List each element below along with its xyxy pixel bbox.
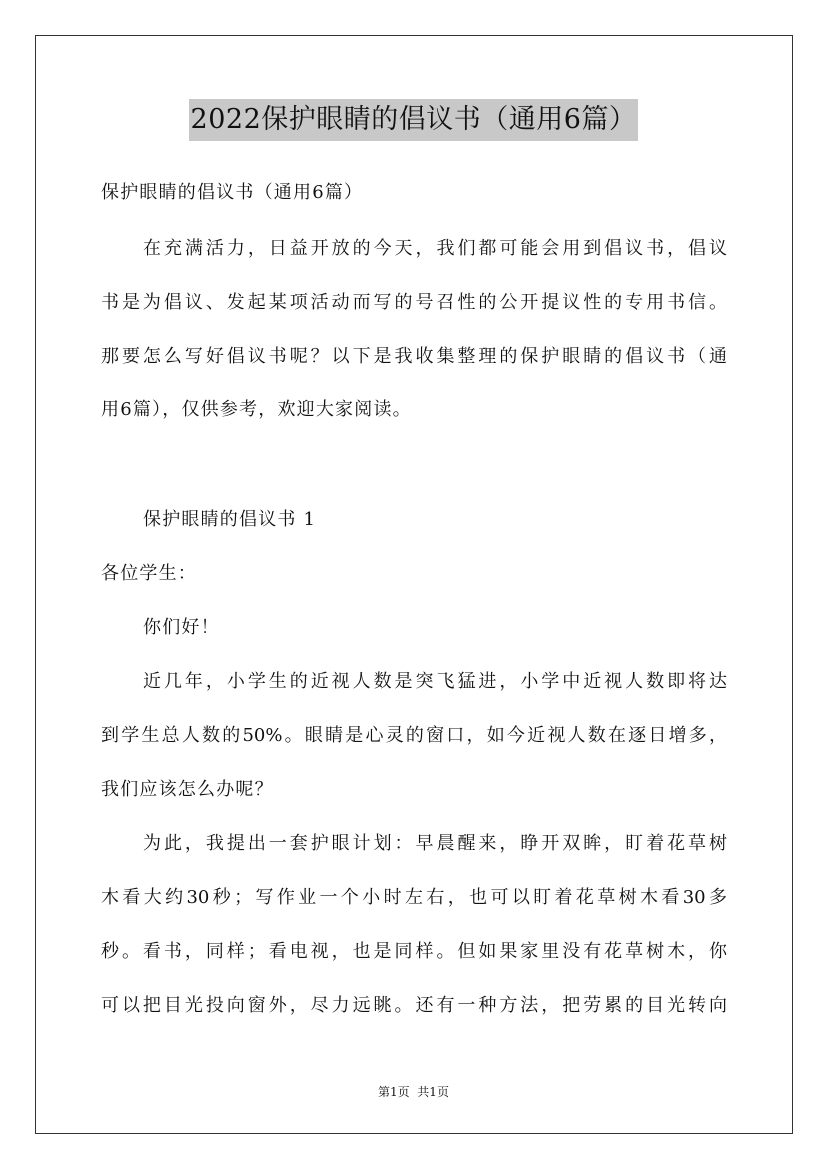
intro-line-3: 那要怎么写好倡议书呢？以下是我收集整理的保护眼睛的倡议书（通 [101,346,727,367]
paragraph1-line-3: 我们应该怎么办呢？ [101,779,274,800]
intro-line-1: 在充满活力，日益开放的今天，我们都可能会用到倡议书，倡议 [143,238,727,259]
salutation: 各位学生： [101,563,197,584]
paragraph2-line-1: 为此，我提出一套护眼计划：早晨醒来，睁开双眸，盯着花草树 [143,833,727,854]
page-number-footer: 第1页 共1页 [378,1085,449,1099]
intro-line-4: 用6篇），仅供参考，欢迎大家阅读。 [101,399,412,420]
section-heading: 保护眼睛的倡议书 1 [143,509,317,530]
title-container [0,99,827,141]
paragraph1-line-2: 到学生总人数的50%。眼睛是心灵的窗口，如今近视人数在逐日增多， [101,725,727,746]
document-title: 2022保护眼睛的倡议书（通用6篇） [189,99,639,141]
paragraph2-line-2: 木看大约30秒；写作业一个小时左右，也可以盯着花草树木看30多 [101,887,727,908]
paragraph1-line-1: 近几年，小学生的近视人数是突飞猛进，小学中近视人数即将达 [143,671,727,692]
greeting: 你们好！ [143,617,220,638]
intro-line-2: 书是为倡议、发起某项活动而写的号召性的公开提议性的专用书信。 [101,292,727,313]
paragraph2-line-4: 可以把目光投向窗外，尽力远眺。还有一种方法，把劳累的目光转向 [101,995,727,1016]
paragraph2-line-3: 秒。看书，同样；看电视，也是同样。但如果家里没有花草树木，你 [101,941,727,962]
document-subtitle: 保护眼睛的倡议书（通用6篇） [101,182,364,203]
